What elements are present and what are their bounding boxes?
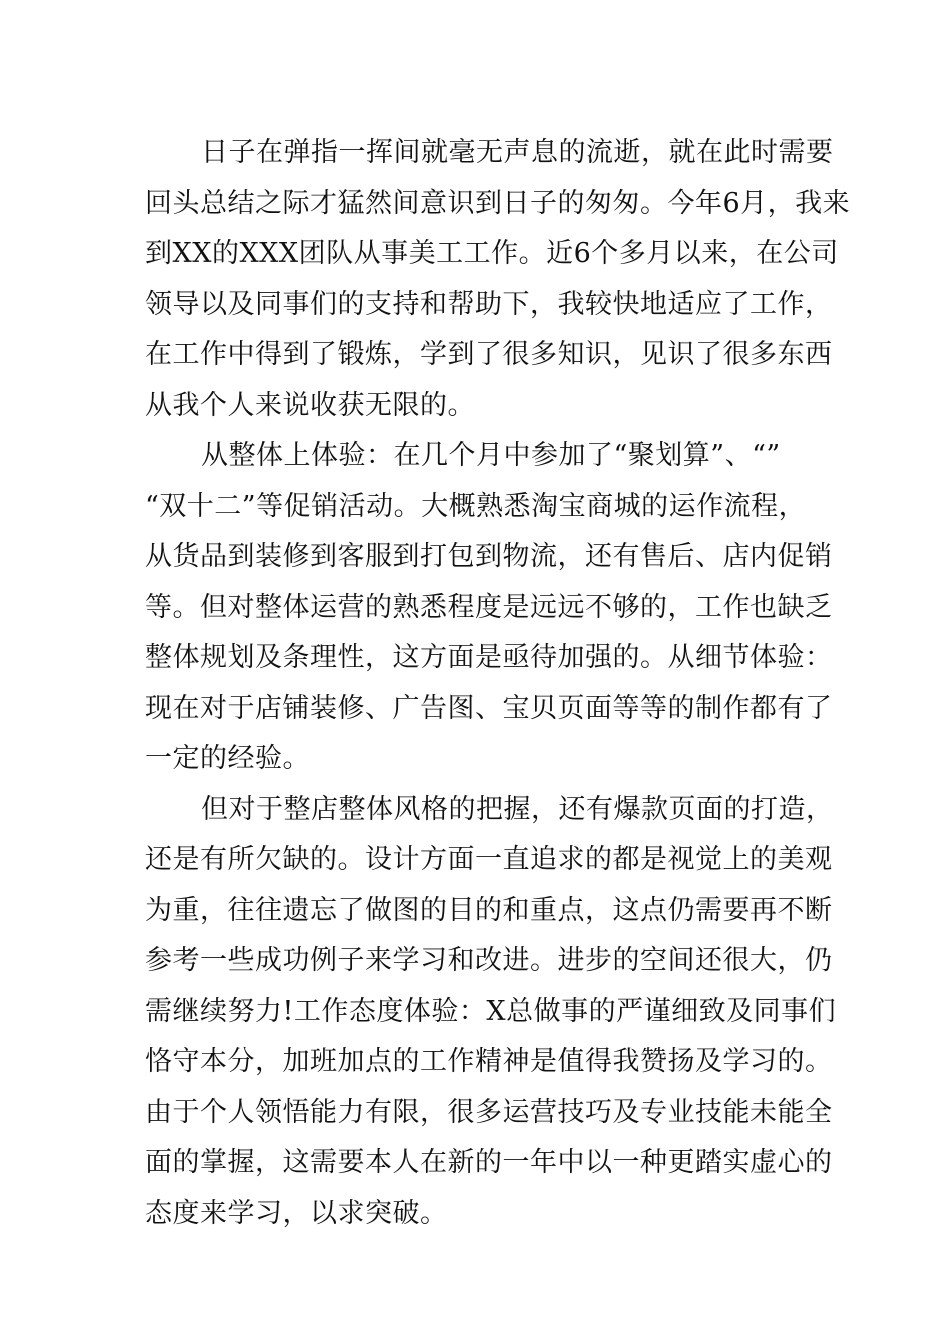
paragraph-line: “双十二”等促销活动。大概熟悉淘宝商城的运作流程， bbox=[145, 490, 807, 522]
paragraph-line: 为重，往往遗忘了做图的目的和重点，这点仍需要再不断 bbox=[145, 894, 833, 926]
paragraph-2 bbox=[145, 431, 833, 785]
paragraph-line: 领导以及同事们的支持和帮助下，我较快地适应了工作， bbox=[145, 288, 833, 320]
paragraph-line: 但对于整店整体风格的把握，还有爆款页面的打造， bbox=[201, 793, 834, 825]
paragraph-line: 从整体上体验：在几个月中参加了“聚划算”、“” bbox=[201, 440, 781, 471]
paragraph-line: 到XX的XXX团队从事美工工作。近6个多月以来，在公司 bbox=[145, 238, 839, 269]
paragraph-line: 需继续努力!工作态度体验：X总做事的严谨细致及同事们 bbox=[145, 995, 837, 1027]
paragraph-line: 一定的经验。 bbox=[145, 743, 310, 774]
paragraph-3 bbox=[145, 785, 837, 1240]
paragraph-line: 面的掌握，这需要本人在新的一年中以一种更踏实虚心的 bbox=[145, 1147, 833, 1178]
document-body bbox=[145, 128, 851, 1239]
paragraph-line: 从货品到装修到客服到打包到物流，还有售后、店内促销 bbox=[145, 541, 833, 572]
paragraph-line: 态度来学习，以求突破。 bbox=[145, 1197, 448, 1229]
paragraph-line: 还是有所欠缺的。设计方面一直追求的都是视觉上的美观 bbox=[145, 844, 833, 875]
paragraph-line: 参考一些成功例子来学习和改进。进步的空间还很大，仍 bbox=[145, 945, 833, 976]
paragraph-line: 回头总结之际才猛然间意识到日子的匆匆。今年6月，我来 bbox=[145, 187, 851, 219]
paragraph-1 bbox=[145, 128, 851, 431]
paragraph-line: 日子在弹指一挥间就毫无声息的流逝，就在此时需要 bbox=[201, 137, 834, 168]
paragraph-line: 在工作中得到了锻炼，学到了很多知识，见识了很多东西 bbox=[145, 339, 833, 370]
paragraph-line: 恪守本分，加班加点的工作精神是值得我赞扬及学习的。 bbox=[145, 1046, 833, 1077]
paragraph-line: 从我个人来说收获无限的。 bbox=[145, 389, 475, 421]
paragraph-line: 整体规划及条理性，这方面是亟待加强的。从细节体验： bbox=[145, 642, 833, 673]
paragraph-line: 等。但对整体运营的熟悉程度是远远不够的，工作也缺乏 bbox=[145, 591, 833, 623]
paragraph-line: 由于个人领悟能力有限，很多运营技巧及专业技能未能全 bbox=[145, 1096, 833, 1128]
paragraph-line: 现在对于店铺装修、广告图、宝贝页面等等的制作都有了 bbox=[145, 692, 833, 724]
